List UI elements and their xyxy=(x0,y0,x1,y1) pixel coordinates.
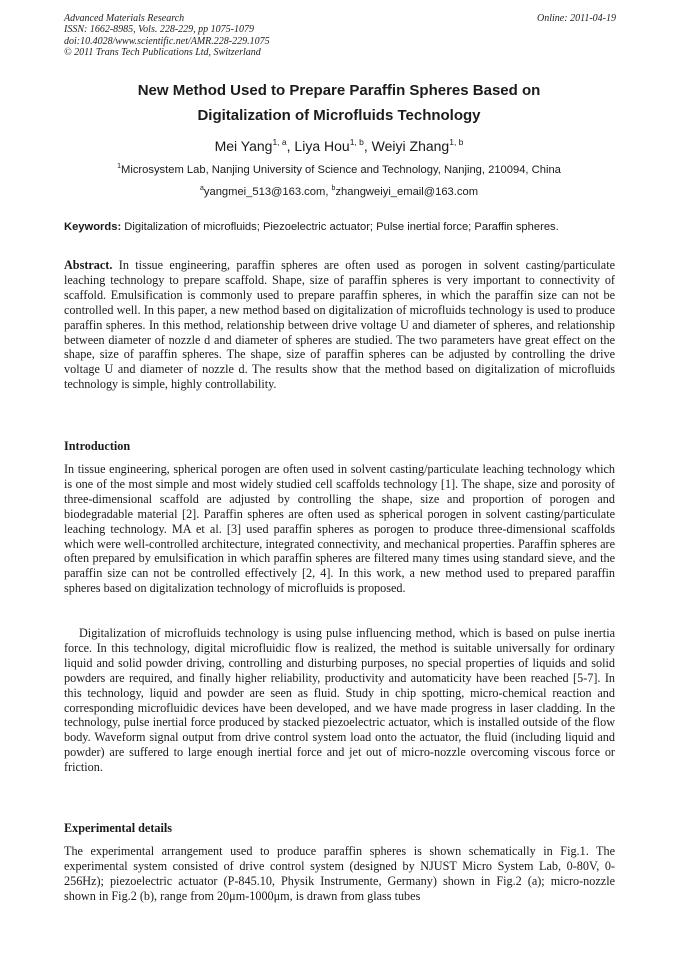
author-list xyxy=(40,137,638,155)
keywords xyxy=(64,220,624,234)
author-separator: , xyxy=(363,138,372,154)
email-a[interactable]: yangmei_513@163.com, xyxy=(203,186,332,198)
author-emails xyxy=(40,185,638,199)
email-mark-a: a xyxy=(199,185,204,192)
author-affiliation-mark: 1, a xyxy=(272,137,287,147)
keywords-label: Keywords: xyxy=(64,221,122,233)
abstract xyxy=(64,258,615,392)
author-name: Mei Yang xyxy=(214,138,273,154)
author-affiliation-mark: 1, b xyxy=(349,137,364,147)
email-mark-b: b xyxy=(331,185,336,192)
copyright-line: © 2011 Trans Tech Publications Ltd, Switzerland xyxy=(64,46,261,58)
introduction-heading: Introduction xyxy=(64,439,131,453)
journal-name: Advanced Materials Research xyxy=(64,13,185,24)
author-separator: , xyxy=(286,138,295,154)
experimental-paragraph-1: The experimental arrangement used to produce paraffin spheres is shown schematically in Fig.1. The experimental system consisted of drive control system (designed by NJUST Micro System Lab, 0-80V, 0-256Hz); piezoelectric actuator (P-845.10, Physik Instrumente, Germany) shown in Fig.2 (a); micro-nozzle shown in Fig.2 (b), range from 20μm-1000μm, is drawn from glass tubes xyxy=(64,844,615,903)
email-b[interactable]: zhangweiyi_email@163.com xyxy=(335,186,479,198)
abstract-label: Abstract. xyxy=(64,258,113,272)
affiliation-text: Microsystem Lab, Nanjing University of Science and Technology, Nanjing, 210094, China xyxy=(121,164,561,176)
journal-header xyxy=(64,13,616,58)
doi-line[interactable]: doi:10.4028/www.scientific.net/AMR.228-229.1075 xyxy=(64,35,270,47)
affiliation-mark: 1 xyxy=(117,163,122,170)
author-name: Weiyi Zhang xyxy=(371,138,450,154)
introduction-paragraph-1: In tissue engineering, spherical porogen are often used in solvent casting/particulate leaching technology which is one of the most simple and most widely studied cell scaffolds technology [1]. The shape, size and porosity of three-dimensional scaffold are adjusted by controlling the shape, size and proportion of porogen and biodegradable material [2]. Paraffin spheres are often used as spherical porogen in solvent casting/particulate leaching technology. MA et al. [3] used paraffin spheres as porogen to produce three-dimensional scaffolds which were well-controlled architecture, integrated connectivity, and mechanical properties. Paraffin spheres are often prepared by emulsification in which paraffin spheres are filtered many times using standard sieve, and the paraffin size can not be controlled effectively [2, 4]. In this work, a new method used to prepared paraffin spheres based on digitalization technology of microfluids is proposed. xyxy=(64,462,615,596)
experimental-heading: Experimental details xyxy=(64,821,172,835)
abstract-text: In tissue engineering, paraffin spheres are often used as porogen in solvent casting/particulate leaching technology to prepare scaffold. Shape, size of paraffin spheres is very important to connectivity of scaffold. Emulsification is commonly used to prepare paraffin spheres, in which the paraffin size can not be controlled well. In this paper, a new method based on digitalization of microfluids technology is used to produce paraffin spheres. In this method, relationship between drive voltage U and diameter of spheres, and relationship between diameter of nozzle d and diameter of spheres are studied. The two parameters have great effect on the shape, size of paraffin spheres. The shape, size of paraffin spheres can be adjusted by controlling the drive voltage U and diameter of nozzle d. The results show that the method based on digitalization of microfluids technology is simple, highly controllability. xyxy=(64,258,615,392)
author-affiliation-mark: 1, b xyxy=(449,137,464,147)
online-date: Online: 2011-04-19 xyxy=(537,13,616,24)
introduction-paragraph-2: Digitalization of microfluids technology is using pulse influencing method, which is based on pulse inertia force. In this technology, digital microfluidic flow is realized, the method is suitable universally for ordinary liquid and solid powder driving, controlling and disturbing purposes, no special properties of liquids and solid powders are required, and finally higher reliability, productivity and automaticity have been reached [5-7]. In this technology, liquid and powder are seen as fluid. Study in chip spotting, micro-chemical reaction and corresponding microfluidic devices have been developed, and we have made progress in laser cladding. In the technology, pulse inertial force produced by stacked piezoelectric actuator, which is installed outside of the flow body. Waveform signal output from drive control system load onto the actuator, the fluid (including liquid and powder) are suffered to large enough inertial force and jet out of micro-nozzle overcoming viscous force or friction. xyxy=(64,626,615,775)
paper-title-line-1: New Method Used to Prepare Paraffin Spheres Based on xyxy=(137,82,541,99)
keywords-text: Digitalization of microfluids; Piezoelectric actuator; Pulse inertial force; Paraffin spheres. xyxy=(121,221,559,233)
author-name: Liya Hou xyxy=(294,138,350,154)
issn-line: ISSN: 1662-8985, Vols. 228-229, pp 1075-1079 xyxy=(64,24,254,36)
paper-title-line-2: Digitalization of Microfluids Technology xyxy=(197,107,481,124)
affiliation xyxy=(40,163,638,177)
